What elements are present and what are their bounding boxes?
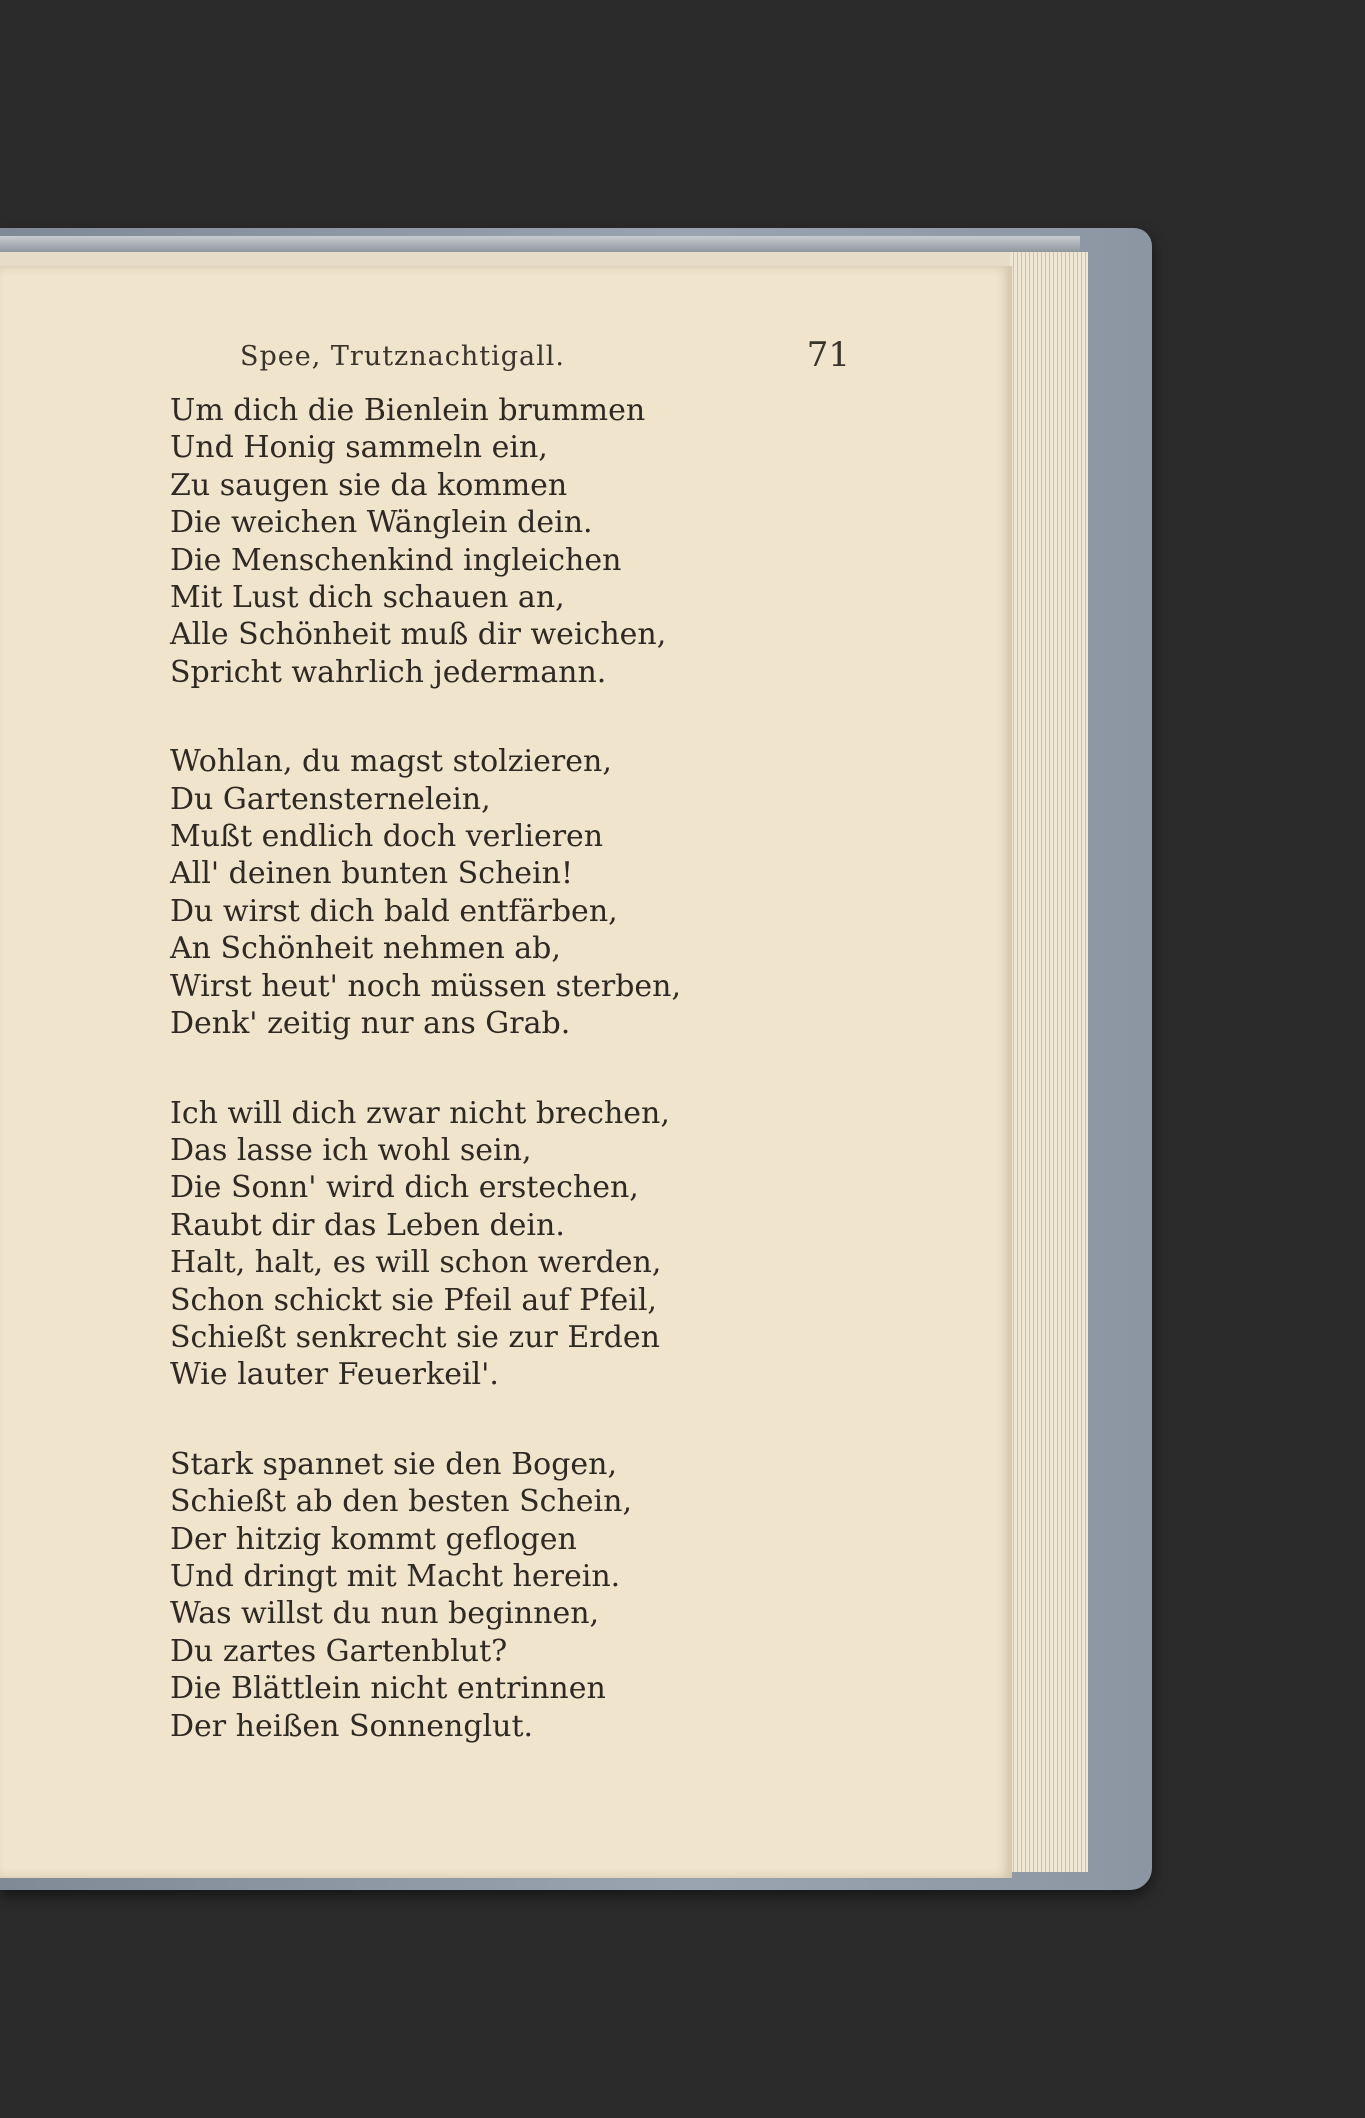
poem-line: Das lasse ich wohl sein,	[170, 1132, 532, 1168]
stanza-4	[170, 1446, 730, 1745]
poem-line: All' deinen bunten Schein!	[170, 856, 574, 892]
poem-line: Mußt endlich doch verlieren	[170, 819, 604, 855]
page-header	[240, 335, 860, 385]
poem-line: Schon schickt sie Pfeil auf Pfeil,	[170, 1282, 657, 1318]
poem	[170, 392, 730, 1797]
poem-line: Und Honig sammeln ein,	[170, 430, 548, 466]
running-title: Spee, Trutznachtigall.	[240, 341, 565, 372]
poem-line: Raubt dir das Leben dein.	[170, 1207, 565, 1243]
poem-line: Und dringt mit Macht herein.	[170, 1558, 621, 1594]
poem-line: Denk' zeitig nur ans Grab.	[170, 1006, 571, 1042]
poem-line: Schießt ab den besten Schein,	[170, 1484, 632, 1520]
poem-line: Was willst du nun beginnen,	[170, 1596, 600, 1632]
poem-line: Halt, halt, es will schon werden,	[170, 1245, 662, 1281]
stanza-3	[170, 1095, 730, 1394]
poem-line: Um dich die Bienlein brummen	[170, 393, 646, 428]
poem-line: Schießt senkrecht sie zur Erden	[170, 1319, 660, 1355]
poem-line: Die Blättlein nicht entrinnen	[170, 1671, 606, 1707]
poem-line: Alle Schönheit muß dir weichen,	[170, 617, 667, 653]
poem-line: Der hitzig kommt geflogen	[170, 1521, 577, 1557]
page-edges	[1010, 252, 1088, 1872]
poem-line: Wirst heut' noch müssen sterben,	[170, 968, 682, 1004]
poem-line: Der heißen Sonnenglut.	[170, 1708, 534, 1744]
poem-line: Die Sonn' wird dich erstechen,	[170, 1170, 639, 1206]
poem-line: Wie lauter Feuerkeil'.	[170, 1357, 499, 1393]
poem-line: Du zartes Gartenblut?	[170, 1633, 508, 1669]
poem-line: Ich will dich zwar nicht brechen,	[170, 1095, 670, 1131]
poem-line: Spricht wahrlich jedermann.	[170, 654, 607, 690]
page-number: 71	[806, 335, 850, 375]
poem-line: Die weichen Wänglein dein.	[170, 505, 593, 541]
poem-line: Wohlan, du magst stolzieren,	[170, 744, 612, 780]
poem-line: Die Menschenkind ingleichen	[170, 542, 622, 578]
book-top-edge	[0, 236, 1080, 252]
poem-line: Du Gartensternelein,	[170, 781, 491, 817]
stanza-2	[170, 743, 730, 1042]
poem-line: An Schönheit nehmen ab,	[170, 931, 561, 967]
poem-line: Mit Lust dich schauen an,	[170, 580, 565, 616]
poem-line: Stark spannet sie den Bogen,	[170, 1446, 618, 1482]
poem-line: Du wirst dich bald entfärben,	[170, 893, 618, 929]
poem-line: Zu saugen sie da kommen	[170, 467, 568, 503]
stanza-1	[170, 392, 730, 691]
